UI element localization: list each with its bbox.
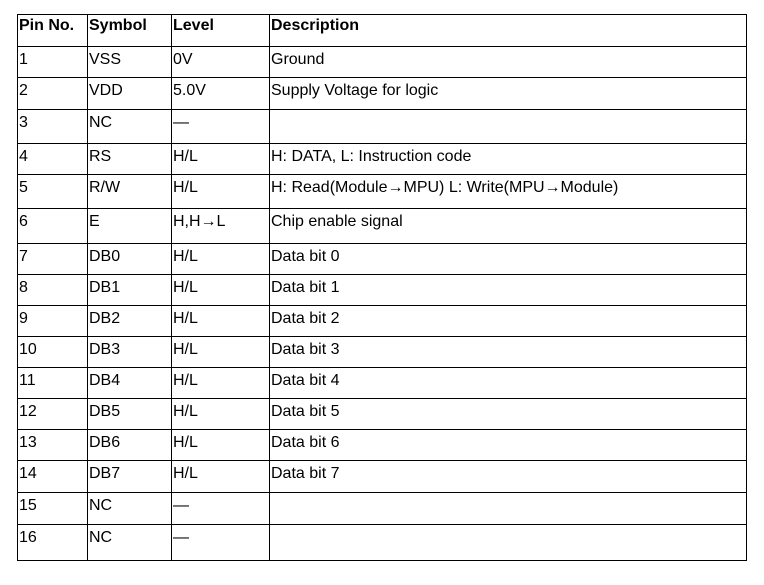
cell-symbol: VSS (88, 47, 172, 78)
cell-level: H/L (172, 144, 270, 175)
cell-pin-no: 6 (18, 209, 88, 244)
cell-description (270, 525, 747, 561)
cell-symbol: DB2 (88, 306, 172, 337)
cell-description: Data bit 1 (270, 275, 747, 306)
cell-level: H/L (172, 337, 270, 368)
cell-level: H/L (172, 275, 270, 306)
cell-level: H/L (172, 430, 270, 461)
cell-pin-no: 2 (18, 78, 88, 110)
table-row (18, 244, 747, 275)
cell-description: Supply Voltage for logic (270, 78, 747, 110)
cell-description: Ground (270, 47, 747, 78)
header-description: Description (270, 15, 747, 47)
cell-symbol: DB1 (88, 275, 172, 306)
cell-level: 5.0V (172, 78, 270, 110)
table-row (18, 275, 747, 306)
cell-symbol: DB4 (88, 368, 172, 399)
cell-description: H: Read(Module→MPU) L: Write(MPU→Module) (270, 175, 747, 209)
cell-level: H,H→L (172, 209, 270, 244)
table-body (18, 47, 747, 561)
cell-level: H/L (172, 244, 270, 275)
cell-pin-no: 15 (18, 493, 88, 525)
cell-level: H/L (172, 175, 270, 209)
cell-symbol: DB3 (88, 337, 172, 368)
cell-description: H: DATA, L: Instruction code (270, 144, 747, 175)
cell-description: Data bit 5 (270, 399, 747, 430)
cell-pin-no: 12 (18, 399, 88, 430)
table-row (18, 430, 747, 461)
cell-level: H/L (172, 306, 270, 337)
cell-level: H/L (172, 368, 270, 399)
cell-symbol: DB0 (88, 244, 172, 275)
cell-level: H/L (172, 461, 270, 493)
cell-symbol: RS (88, 144, 172, 175)
cell-description: Data bit 4 (270, 368, 747, 399)
cell-pin-no: 3 (18, 110, 88, 144)
header-pin-no: Pin No. (18, 15, 88, 47)
table-header-row (18, 15, 747, 47)
cell-description (270, 110, 747, 144)
cell-description: Data bit 6 (270, 430, 747, 461)
cell-description: Data bit 7 (270, 461, 747, 493)
table-row (18, 306, 747, 337)
cell-description: Data bit 3 (270, 337, 747, 368)
cell-pin-no: 13 (18, 430, 88, 461)
cell-description: Data bit 2 (270, 306, 747, 337)
cell-level: — (172, 110, 270, 144)
table-row (18, 78, 747, 110)
cell-symbol: NC (88, 493, 172, 525)
cell-pin-no: 10 (18, 337, 88, 368)
table-row (18, 461, 747, 493)
table-row (18, 525, 747, 561)
cell-symbol: E (88, 209, 172, 244)
table-row (18, 399, 747, 430)
cell-symbol: DB5 (88, 399, 172, 430)
table-row (18, 144, 747, 175)
cell-symbol: VDD (88, 78, 172, 110)
cell-symbol: NC (88, 110, 172, 144)
table-row (18, 493, 747, 525)
cell-pin-no: 1 (18, 47, 88, 78)
table-row (18, 337, 747, 368)
cell-pin-no: 4 (18, 144, 88, 175)
cell-pin-no: 16 (18, 525, 88, 561)
table-row (18, 175, 747, 209)
cell-level: 0V (172, 47, 270, 78)
header-symbol: Symbol (88, 15, 172, 47)
cell-level: H/L (172, 399, 270, 430)
cell-description: Data bit 0 (270, 244, 747, 275)
cell-pin-no: 7 (18, 244, 88, 275)
cell-symbol: R/W (88, 175, 172, 209)
header-level: Level (172, 15, 270, 47)
cell-pin-no: 11 (18, 368, 88, 399)
cell-pin-no: 5 (18, 175, 88, 209)
cell-description (270, 493, 747, 525)
cell-description: Chip enable signal (270, 209, 747, 244)
pin-assignment-table (17, 14, 747, 561)
cell-pin-no: 14 (18, 461, 88, 493)
table-row (18, 110, 747, 144)
table-row (18, 47, 747, 78)
cell-symbol: NC (88, 525, 172, 561)
cell-symbol: DB7 (88, 461, 172, 493)
table-row (18, 368, 747, 399)
cell-level: — (172, 525, 270, 561)
cell-pin-no: 8 (18, 275, 88, 306)
table-row (18, 209, 747, 244)
cell-symbol: DB6 (88, 430, 172, 461)
cell-level: — (172, 493, 270, 525)
cell-pin-no: 9 (18, 306, 88, 337)
